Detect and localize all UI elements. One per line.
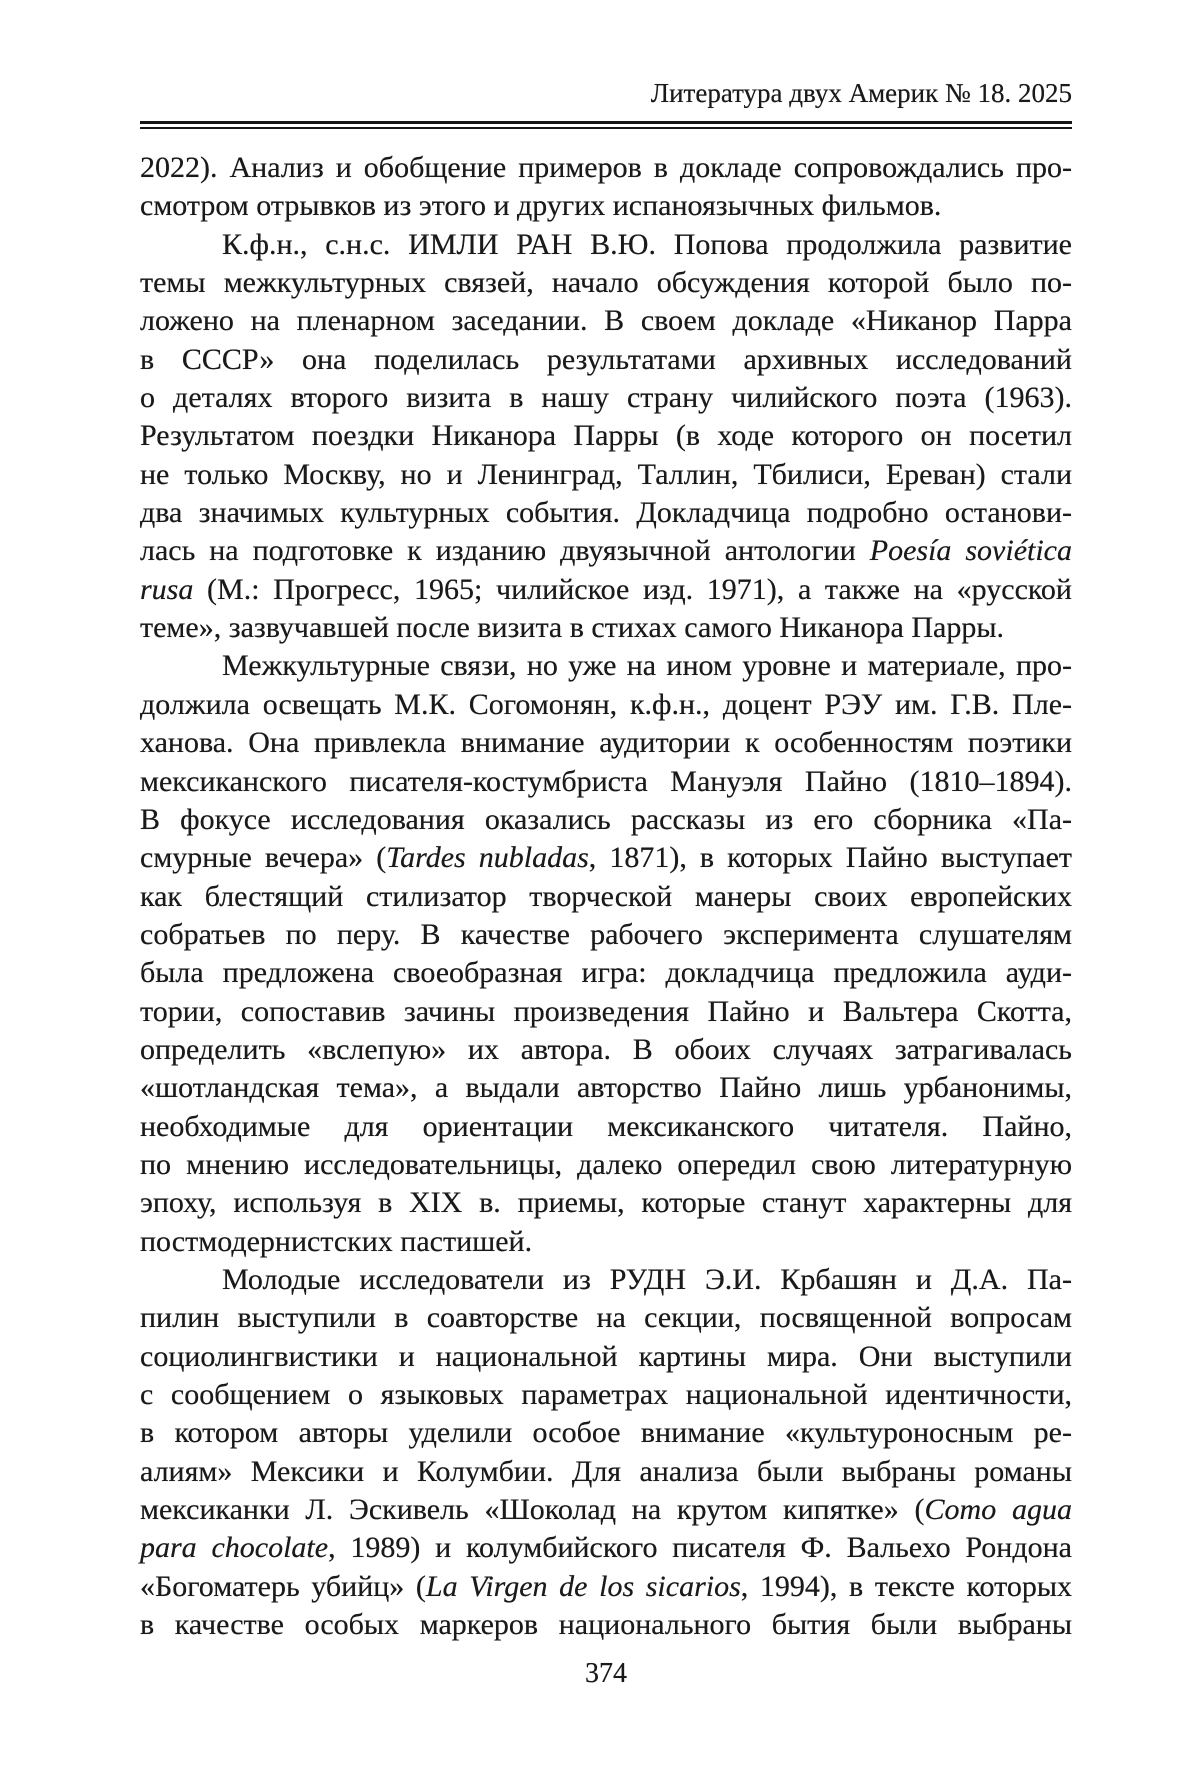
text-line xyxy=(140,264,1072,302)
text-line xyxy=(140,916,1072,954)
text-line xyxy=(140,647,1072,685)
text-segment: (М.: Прогресс, 1965; чилийское изд. 1971), а также на «русской xyxy=(193,572,1072,606)
text-segment: алиям» Мексики и Колумбии. Для анализа были выбраны романы xyxy=(140,1454,1072,1488)
text-segment: «шотландская тема», а выдали авторство Пайно лишь урбанонимы, xyxy=(140,1071,1072,1105)
text-segment: В фокусе исследования оказались рассказы из его сборника «Па- xyxy=(140,802,1072,836)
text-line xyxy=(140,302,1072,340)
text-segment: не только Москву, но и Ленинград, Таллин, Тбилиси, Ереван) стали xyxy=(140,457,1072,491)
text-segment: смотром отрывков из этого и других испаноязычных фильмов. xyxy=(140,189,942,223)
italic-text: Tardes nubladas xyxy=(386,841,589,875)
text-segment: пилин выступили в соавторстве на секции, посвященной вопросам xyxy=(140,1301,1072,1335)
text-line xyxy=(140,1031,1072,1069)
text-line xyxy=(140,1453,1072,1491)
text-segment: 2022). Анализ и обобщение примеров в докладе сопровождались про- xyxy=(140,151,1072,184)
text-segment: эпоху, используя в XIX в. приемы, которые станут характерны для xyxy=(140,1186,1072,1220)
text-segment: , 1994), в тексте которых xyxy=(740,1569,1072,1603)
text-segment: , 1989) и колумбийского писателя Ф. Вальехо Рондона xyxy=(328,1531,1072,1565)
text-line xyxy=(140,1261,1072,1299)
italic-text: La Virgen de los sicarios xyxy=(425,1569,741,1603)
text-segment: теме», зазвучавшей после визита в стихах самого Никанора Парры. xyxy=(140,611,1005,645)
text-segment: постмодернистских пастишей. xyxy=(140,1224,533,1258)
text-segment: необходимые для ориентации мексиканского читателя. Пайно, xyxy=(140,1109,1072,1143)
text-segment: по мнению исследовательницы, далеко опередил свою литературную xyxy=(140,1147,1072,1181)
text-line xyxy=(140,763,1072,801)
text-line xyxy=(140,341,1072,379)
text-segment: смурные вечера» ( xyxy=(140,841,387,875)
text-segment: ханова. Она привлекла внимание аудитории к особенностям поэтики xyxy=(140,726,1072,760)
text-segment: Межкультурные связи, но уже на ином уровне и материале, про- xyxy=(222,649,1072,683)
text-segment: определить «вслепую» их автора. В обоих случаях затрагивалась xyxy=(140,1032,1072,1066)
text-line xyxy=(140,1223,1072,1261)
running-head: Литература двух Америк № 18. 2025 xyxy=(650,78,1072,108)
body-text xyxy=(140,149,1072,1644)
text-line xyxy=(140,1069,1072,1107)
text-segment: в качестве особых маркеров национального бытия были выбраны xyxy=(140,1608,1072,1642)
page-number: 374 xyxy=(585,1658,627,1689)
text-segment: должила освещать М.К. Согомонян, к.ф.н., доцент РЭУ им. Г.В. Пле- xyxy=(140,687,1072,721)
text-line xyxy=(140,1606,1072,1644)
text-segment: два значимых культурных события. Докладчица подробно останови- xyxy=(140,496,1072,530)
text-segment: , 1871), в которых Пайно выступает xyxy=(588,841,1073,875)
text-segment: о деталях второго визита в нашу страну чилийского поэта (1963). xyxy=(140,381,1072,415)
text-line xyxy=(140,801,1072,839)
italic-text: Poesía soviética xyxy=(869,534,1072,568)
text-line xyxy=(140,417,1072,455)
text-line xyxy=(140,494,1072,532)
text-segment: как блестящий стилизатор творческой манеры своих европейских xyxy=(140,879,1072,913)
text-line xyxy=(140,187,1072,225)
text-segment: в СССР» она поделилась результатами архивных исследований xyxy=(140,342,1072,376)
text-line xyxy=(140,839,1072,877)
text-line xyxy=(140,1108,1072,1146)
text-segment: с сообщением о языковых параметрах национальной идентичности, xyxy=(140,1378,1072,1411)
text-segment: в котором авторы уделили особое внимание «культуроносным ре- xyxy=(140,1416,1072,1450)
text-line xyxy=(140,226,1072,264)
text-line xyxy=(140,1414,1072,1452)
header-rule xyxy=(140,121,1072,129)
text-line xyxy=(140,1146,1072,1184)
text-segment: темы межкультурных связей, начало обсуждения которой было по- xyxy=(140,266,1072,300)
text-line xyxy=(140,1529,1072,1567)
text-segment: социолингвистики и национальной картины мира. Они выступили xyxy=(140,1339,1072,1373)
text-line xyxy=(140,724,1072,762)
text-segment: Результатом поездки Никанора Парры (в ходе которого он посетил xyxy=(140,419,1072,453)
text-line xyxy=(140,1376,1072,1414)
text-segment: К.ф.н., с.н.с. ИМЛИ РАН В.Ю. Попова продолжила развитие xyxy=(222,227,1072,261)
text-line xyxy=(140,954,1072,992)
text-line xyxy=(140,1338,1072,1376)
text-line xyxy=(140,379,1072,417)
text-segment: была предложена своеобразная игра: докладчица предложила ауди- xyxy=(140,956,1072,990)
text-line xyxy=(140,1184,1072,1222)
text-segment: собратьев по перу. В качестве рабочего эксперимента слушателям xyxy=(140,917,1072,951)
text-line xyxy=(140,1568,1072,1606)
text-segment: мексиканского писателя-костумбриста Мануэля Пайно (1810–1894). xyxy=(140,764,1072,798)
text-segment: мексиканки Л. Эскивель «Шоколад на крутом кипятке» ( xyxy=(140,1493,925,1527)
text-line xyxy=(140,149,1072,187)
text-line xyxy=(140,609,1072,647)
text-segment: тории, сопоставив зачины произведения Пайно и Вальтера Скотта, xyxy=(140,994,1072,1028)
text-segment: «Богоматерь убийц» ( xyxy=(140,1569,426,1603)
text-line xyxy=(140,456,1072,494)
text-segment: ложено на пленарном заседании. В своем докладе «Никанор Парра xyxy=(140,304,1072,338)
text-segment: Молодые исследователи из РУДН Э.И. Крбашян и Д.А. Па- xyxy=(222,1262,1072,1296)
text-line xyxy=(140,571,1072,609)
italic-text: rusa xyxy=(140,572,194,606)
text-line xyxy=(140,532,1072,570)
text-segment: лась на подготовке к изданию двуязычной антологии xyxy=(140,534,870,568)
text-line xyxy=(140,993,1072,1031)
italic-text: para chocolate xyxy=(140,1531,329,1565)
text-line xyxy=(140,1491,1072,1529)
italic-text: Como agua xyxy=(924,1493,1072,1527)
text-line xyxy=(140,686,1072,724)
text-line xyxy=(140,878,1072,916)
text-line xyxy=(140,1299,1072,1337)
